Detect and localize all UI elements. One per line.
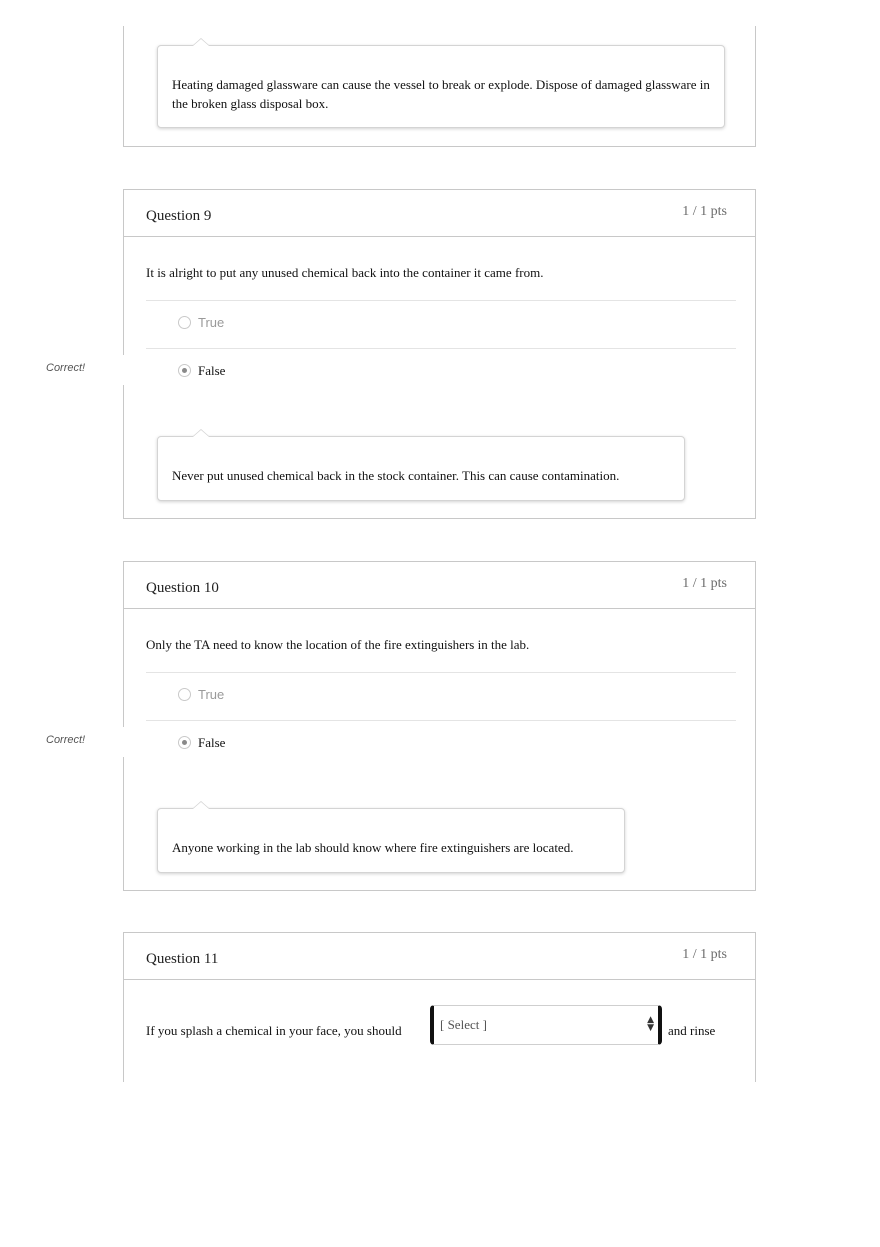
question-10-title: Question 10 xyxy=(146,580,219,596)
question-10-correct-gap xyxy=(118,727,126,757)
question-11-select-value: [ Select ] xyxy=(440,1017,487,1032)
select-arrows-icon: ▲ ▼ xyxy=(647,1015,654,1033)
question-11-header xyxy=(124,933,755,980)
question-10-correct-label: Correct! xyxy=(46,734,86,746)
question-9-header xyxy=(124,190,755,237)
question-11-panel xyxy=(123,932,756,1082)
question-9-radio-false[interactable] xyxy=(178,364,191,377)
question-10-answer-false[interactable] xyxy=(146,720,736,769)
question-11-title: Question 11 xyxy=(146,951,219,967)
question-11-text-after: and rinse xyxy=(668,1023,716,1038)
question-11-text-before: If you splash a chemical in your face, you should xyxy=(146,1023,402,1038)
question-10-radio-false[interactable] xyxy=(178,736,191,749)
question-11-select[interactable] xyxy=(430,1005,662,1045)
question-9-points: 1 / 1 pts xyxy=(682,204,727,219)
question-10-feedback-text: Anyone working in the lab should know where fire extinguishers are located. xyxy=(172,840,574,855)
question-8-feedback-text: Heating damaged glassware can cause the vessel to break or explode. Dispose of damaged glassware in the broken glass disposal box. xyxy=(172,77,710,111)
question-9-correct-label: Correct! xyxy=(46,362,86,374)
question-9-correct-gap xyxy=(118,355,126,385)
question-8-panel xyxy=(123,26,756,147)
question-8-feedback xyxy=(157,45,725,128)
question-10-text: Only the TA need to know the location of the fire extinguishers in the lab. xyxy=(146,637,530,652)
question-9-text: It is alright to put any unused chemical back into the container it came from. xyxy=(146,265,544,280)
question-10-label-true: True xyxy=(198,687,225,702)
question-9-panel xyxy=(123,189,756,519)
question-10-points: 1 / 1 pts xyxy=(682,576,727,591)
question-10-panel xyxy=(123,561,756,891)
question-10-header xyxy=(124,562,755,609)
question-10-radio-true[interactable] xyxy=(178,688,191,701)
question-9-label-false: False xyxy=(198,363,226,378)
question-9-feedback xyxy=(157,436,685,501)
question-10-answer-true[interactable] xyxy=(146,672,736,721)
question-9-radio-true[interactable] xyxy=(178,316,191,329)
question-9-title: Question 9 xyxy=(146,208,212,224)
question-10-label-false: False xyxy=(198,735,226,750)
question-9-answer-true[interactable] xyxy=(146,300,736,349)
question-9-answer-false[interactable] xyxy=(146,348,736,397)
question-9-feedback-text: Never put unused chemical back in the stock container. This can cause contamination. xyxy=(172,468,620,483)
question-11-points: 1 / 1 pts xyxy=(682,947,727,962)
question-9-label-true: True xyxy=(198,315,225,330)
question-10-feedback xyxy=(157,808,625,873)
